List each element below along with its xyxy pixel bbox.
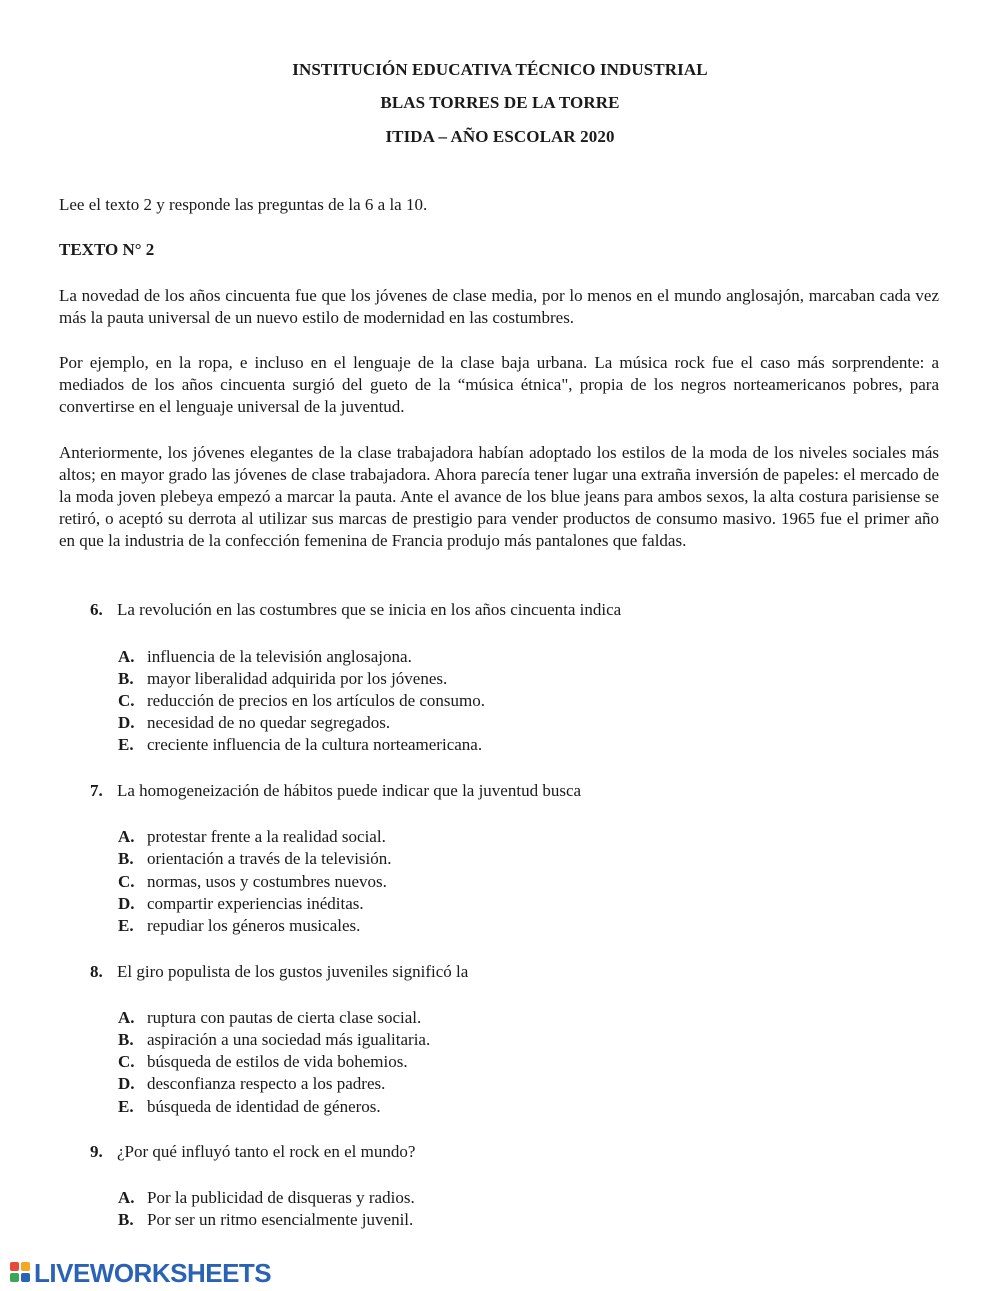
option-8a[interactable] — [118, 1008, 421, 1028]
option-text: Por ser un ritmo esencialmente juvenil. — [147, 1210, 414, 1229]
option-8e[interactable] — [118, 1097, 381, 1117]
option-letter: A. — [118, 827, 135, 846]
option-7e[interactable] — [118, 916, 360, 936]
option-letter: D. — [118, 713, 135, 732]
option-letter: B. — [118, 1030, 134, 1049]
option-7c[interactable] — [118, 872, 387, 892]
question-text: El giro populista de los gustos juveniles significó la — [117, 962, 469, 981]
option-text: mayor liberalidad adquirida por los jóvenes. — [147, 669, 448, 688]
option-letter: A. — [118, 1188, 135, 1207]
option-6c[interactable] — [118, 691, 485, 711]
option-9b[interactable] — [118, 1210, 413, 1230]
option-letter: E. — [118, 1097, 134, 1116]
option-letter: D. — [118, 894, 135, 913]
option-letter: C. — [118, 872, 135, 891]
question-8 — [90, 962, 468, 982]
school-name: INSTITUCIÓN EDUCATIVA TÉCNICO INDUSTRIAL — [292, 60, 708, 79]
logo-text: LIVEWORKSHEETS — [34, 1257, 272, 1288]
option-letter: E. — [118, 735, 134, 754]
paragraph-2: Por ejemplo, en la ropa, e incluso en el lenguaje de la clase baja urbana. La música rock fue el caso más sorprendente: a mediados de los años cincuenta surgió del gueto de la “música étnica", propia de los negros norteamericanos pobres, para convertirse en el lenguaje universal de la juventud. — [59, 353, 939, 416]
option-6e[interactable] — [118, 735, 482, 755]
option-text: desconfianza respecto a los padres. — [147, 1074, 386, 1093]
option-text: normas, usos y costumbres nuevos. — [147, 872, 387, 891]
question-text: ¿Por qué influyó tanto el rock en el mundo? — [117, 1142, 416, 1161]
option-letter: B. — [118, 1210, 134, 1229]
question-number: 8. — [90, 962, 103, 981]
paragraph-3: Anteriormente, los jóvenes elegantes de la clase trabajadora habían adoptado los estilos de la moda de los niveles sociales más altos; en mayor grado las jóvenes de clase trabajadora. Ahora parecía tener lugar una extraña inversión de papeles: el mercado de la moda joven plebeya empezó a marcar la pauta. Ante el avance de los blue jeans para ambos sexos, la alta costura parisiense se retiró, o aceptó su derrota al utilizar sus marcas de prestigio para vender productos de consumo masivo. 1965 fue el primer año en que la industria de la confección femenina de Francia produjo más pantalones que faldas. — [59, 443, 939, 550]
option-text: Por la publicidad de disqueras y radios. — [147, 1188, 415, 1207]
option-6b[interactable] — [118, 669, 447, 689]
question-text: La homogeneización de hábitos puede indicar que la juventud busca — [117, 781, 582, 800]
option-7b[interactable] — [118, 849, 392, 869]
option-letter: A. — [118, 1008, 135, 1027]
school-subname: BLAS TORRES DE LA TORRE — [380, 93, 620, 112]
option-6d[interactable] — [118, 713, 390, 733]
option-letter: C. — [118, 691, 135, 710]
option-letter: D. — [118, 1074, 135, 1093]
option-text: orientación a través de la televisión. — [147, 849, 392, 868]
option-7a[interactable] — [118, 827, 386, 847]
option-6a[interactable] — [118, 647, 412, 667]
option-letter: B. — [118, 849, 134, 868]
school-year: ITIDA – AÑO ESCOLAR 2020 — [385, 127, 615, 146]
option-8c[interactable] — [118, 1052, 408, 1072]
question-7 — [90, 781, 581, 801]
option-text: protestar frente a la realidad social. — [147, 827, 386, 846]
option-text: ruptura con pautas de cierta clase social. — [147, 1008, 422, 1027]
paragraph-1: La novedad de los años cincuenta fue que los jóvenes de clase media, por lo menos en el mundo anglosajón, marcaban cada vez más la pauta universal de un nuevo estilo de modernidad en las costumbres. — [59, 286, 939, 327]
question-number: 7. — [90, 781, 103, 800]
option-text: creciente influencia de la cultura norteamericana. — [147, 735, 483, 754]
mark-square-icon — [10, 1273, 19, 1282]
option-letter: A. — [118, 647, 135, 666]
question-number: 9. — [90, 1142, 103, 1161]
option-text: necesidad de no quedar segregados. — [147, 713, 391, 732]
option-8d[interactable] — [118, 1074, 385, 1094]
option-letter: E. — [118, 916, 134, 935]
liveworksheets-logo[interactable] — [10, 1259, 271, 1287]
option-letter: B. — [118, 669, 134, 688]
liveworksheets-mark-icon — [10, 1262, 32, 1284]
option-7d[interactable] — [118, 894, 364, 914]
question-number: 6. — [90, 600, 103, 619]
option-text: compartir experiencias inéditas. — [147, 894, 364, 913]
option-text: influencia de la televisión anglosajona. — [147, 647, 412, 666]
instruction: Lee el texto 2 y responde las preguntas de la 6 a la 10. — [59, 195, 428, 214]
option-8b[interactable] — [118, 1030, 430, 1050]
option-text: búsqueda de estilos de vida bohemios. — [147, 1052, 408, 1071]
option-text: aspiración a una sociedad más igualitaria. — [147, 1030, 431, 1049]
option-letter: C. — [118, 1052, 135, 1071]
mark-square-icon — [10, 1262, 19, 1271]
question-6 — [90, 600, 621, 620]
mark-square-icon — [21, 1273, 30, 1282]
option-text: reducción de precios en los artículos de consumo. — [147, 691, 486, 710]
question-text: La revolución en las costumbres que se inicia en los años cincuenta indica — [117, 600, 622, 619]
mark-square-icon — [21, 1262, 30, 1271]
option-9a[interactable] — [118, 1188, 415, 1208]
option-text: búsqueda de identidad de géneros. — [147, 1097, 381, 1116]
option-text: repudiar los géneros musicales. — [147, 916, 361, 935]
text-title: TEXTO N° 2 — [59, 240, 155, 259]
question-9 — [90, 1142, 415, 1162]
